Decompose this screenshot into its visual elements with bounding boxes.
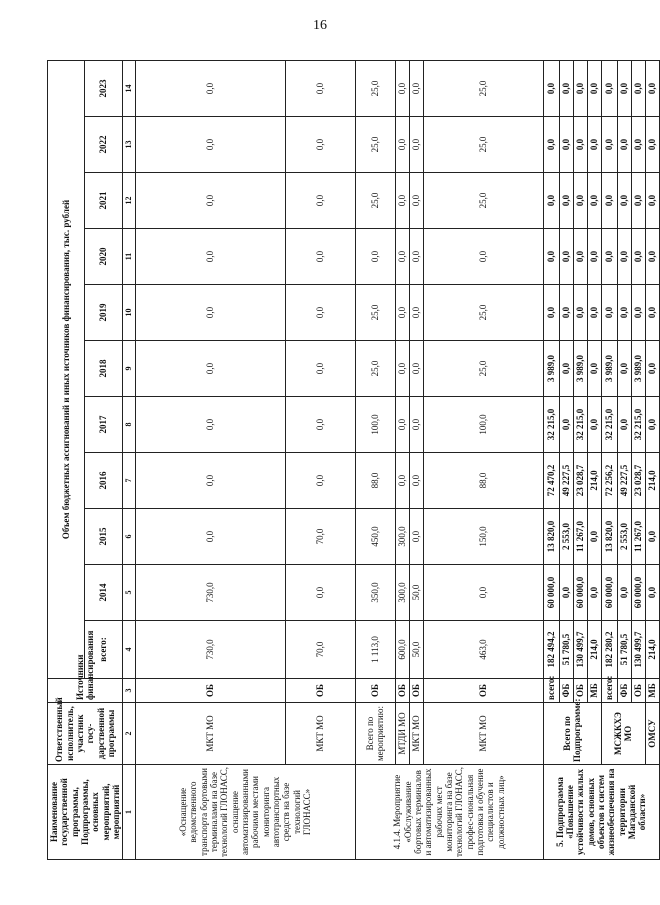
- header-name: Наименование государственной программы, Подпрограммы, основных мероприятий, мероприятий: [48, 765, 123, 860]
- row-source: всего:: [601, 679, 617, 703]
- value-cell: 0,0: [587, 229, 601, 285]
- value-cell: 3 989,0: [573, 341, 587, 397]
- row-source: ОБ: [285, 679, 355, 703]
- value-cell: 0,0: [409, 509, 423, 565]
- table-row: [395, 61, 409, 860]
- row-name: «Оснащение ведомственного транспорта бортовыми терминалами на базе технологий ГЛОНАСС, оснащение автоматизированными рабочими местами мониторинга автотранспортных средств на базе технологий ГЛОНАСС»: [135, 765, 355, 860]
- value-cell: 51 780,5: [617, 621, 631, 679]
- table-row: [285, 61, 355, 860]
- page-number: 16: [313, 18, 327, 33]
- value-cell: 25,0: [355, 117, 395, 173]
- header-executor: Ответственный исполнитель, участник госу-дарственной программы: [48, 703, 123, 765]
- value-cell: 463,0: [423, 621, 543, 679]
- row-executor: ОМСУ: [645, 703, 659, 765]
- value-cell: 0,0: [617, 229, 631, 285]
- index-cell: 14: [123, 61, 135, 117]
- value-cell: 0,0: [285, 341, 355, 397]
- table-row: [355, 61, 395, 860]
- header-year: 2015: [84, 509, 123, 565]
- row-source: ОБ: [135, 679, 285, 703]
- value-cell: 0,0: [559, 173, 573, 229]
- table-row: [135, 61, 285, 860]
- table-row: [543, 61, 559, 860]
- value-cell: 0,0: [617, 285, 631, 341]
- value-cell: 0,0: [285, 173, 355, 229]
- value-cell: 0,0: [631, 285, 645, 341]
- rotated-table-container: [47, 60, 657, 860]
- value-cell: 0,0: [135, 61, 285, 117]
- value-cell: 0,0: [409, 285, 423, 341]
- value-cell: 300,0: [395, 509, 409, 565]
- row-source: ФБ: [617, 679, 631, 703]
- value-cell: 214,0: [587, 453, 601, 509]
- value-cell: 0,0: [573, 229, 587, 285]
- value-cell: 0,0: [355, 229, 395, 285]
- value-cell: 0,0: [409, 453, 423, 509]
- row-executor: МТДИ МО: [395, 703, 409, 765]
- value-cell: 0,0: [573, 61, 587, 117]
- value-cell: 0,0: [645, 509, 659, 565]
- value-cell: 0,0: [543, 117, 559, 173]
- value-cell: 0,0: [285, 453, 355, 509]
- value-cell: 0,0: [601, 173, 617, 229]
- value-cell: 0,0: [423, 565, 543, 621]
- index-cell: 4: [123, 621, 135, 679]
- value-cell: 0,0: [645, 173, 659, 229]
- table-row: [601, 61, 617, 860]
- value-cell: 25,0: [355, 341, 395, 397]
- value-cell: 60 000,0: [631, 565, 645, 621]
- value-cell: 450,0: [355, 509, 395, 565]
- value-cell: 0,0: [559, 229, 573, 285]
- value-cell: 0,0: [285, 565, 355, 621]
- row-executor: Всего по мероприятию:: [355, 703, 395, 765]
- row-source: МБ: [587, 679, 601, 703]
- value-cell: 0,0: [559, 397, 573, 453]
- index-cell: 1: [123, 765, 135, 860]
- value-cell: 214,0: [645, 453, 659, 509]
- value-cell: 3 989,0: [601, 341, 617, 397]
- header-total: всего:: [84, 621, 123, 679]
- value-cell: 0,0: [645, 229, 659, 285]
- value-cell: 300,0: [395, 565, 409, 621]
- value-cell: 0,0: [395, 173, 409, 229]
- value-cell: 0,0: [285, 229, 355, 285]
- value-cell: 0,0: [543, 285, 559, 341]
- value-cell: 0,0: [559, 61, 573, 117]
- row-executor: МКТ МО: [423, 703, 543, 765]
- value-cell: 25,0: [423, 285, 543, 341]
- table-row: [409, 61, 423, 860]
- row-executor: МКТ МО: [409, 703, 423, 765]
- value-cell: 0,0: [645, 117, 659, 173]
- value-cell: 49 227,5: [559, 453, 573, 509]
- value-cell: 0,0: [395, 117, 409, 173]
- value-cell: 25,0: [355, 173, 395, 229]
- value-cell: 150,0: [423, 509, 543, 565]
- row-executor: МСЖКХЭ МО: [601, 703, 645, 765]
- header-year: 2018: [84, 341, 123, 397]
- value-cell: 25,0: [423, 117, 543, 173]
- value-cell: 0,0: [645, 397, 659, 453]
- value-cell: 0,0: [559, 285, 573, 341]
- value-cell: 25,0: [355, 285, 395, 341]
- value-cell: 0,0: [395, 341, 409, 397]
- value-cell: 23 028,7: [631, 453, 645, 509]
- value-cell: 3 989,0: [543, 341, 559, 397]
- value-cell: 214,0: [587, 621, 601, 679]
- value-cell: 0,0: [617, 565, 631, 621]
- value-cell: 13 820,0: [601, 509, 617, 565]
- header-year: 2014: [84, 565, 123, 621]
- value-cell: 0,0: [601, 117, 617, 173]
- value-cell: 72 470,2: [543, 453, 559, 509]
- value-cell: 0,0: [395, 285, 409, 341]
- value-cell: 25,0: [355, 61, 395, 117]
- value-cell: 182 494,2: [543, 621, 559, 679]
- value-cell: 50,0: [409, 565, 423, 621]
- header-year: 2020: [84, 229, 123, 285]
- value-cell: 0,0: [395, 397, 409, 453]
- value-cell: 0,0: [135, 173, 285, 229]
- value-cell: 23 028,7: [573, 453, 587, 509]
- value-cell: 0,0: [617, 61, 631, 117]
- value-cell: 0,0: [285, 117, 355, 173]
- value-cell: 0,0: [587, 565, 601, 621]
- value-cell: 2 553,0: [559, 509, 573, 565]
- row-source: ОБ: [355, 679, 395, 703]
- value-cell: 0,0: [587, 341, 601, 397]
- value-cell: 49 227,5: [617, 453, 631, 509]
- index-cell: 10: [123, 285, 135, 341]
- value-cell: 0,0: [559, 117, 573, 173]
- index-cell: 5: [123, 565, 135, 621]
- value-cell: 0,0: [631, 117, 645, 173]
- value-cell: 214,0: [645, 621, 659, 679]
- value-cell: 0,0: [285, 61, 355, 117]
- value-cell: 0,0: [395, 453, 409, 509]
- value-cell: 0,0: [285, 397, 355, 453]
- value-cell: 0,0: [631, 173, 645, 229]
- row-source: всего:: [543, 679, 559, 703]
- value-cell: 0,0: [559, 341, 573, 397]
- value-cell: 0,0: [135, 509, 285, 565]
- value-cell: 0,0: [395, 229, 409, 285]
- value-cell: 0,0: [601, 61, 617, 117]
- value-cell: 0,0: [631, 229, 645, 285]
- index-cell: 3: [123, 679, 135, 703]
- value-cell: 25,0: [423, 341, 543, 397]
- row-source: ОБ: [631, 679, 645, 703]
- header-year: 2017: [84, 397, 123, 453]
- row-executor: МКТ МО: [285, 703, 355, 765]
- value-cell: 13 820,0: [543, 509, 559, 565]
- value-cell: 2 553,0: [617, 509, 631, 565]
- value-cell: 0,0: [409, 173, 423, 229]
- index-cell: 6: [123, 509, 135, 565]
- row-executor: Всего по Подпрограмме:: [543, 703, 601, 765]
- value-cell: 3 989,0: [631, 341, 645, 397]
- header-year: 2023: [84, 61, 123, 117]
- funding-table: [47, 60, 660, 860]
- index-cell: 12: [123, 173, 135, 229]
- value-cell: 0,0: [409, 341, 423, 397]
- value-cell: 0,0: [409, 397, 423, 453]
- header-year: 2016: [84, 453, 123, 509]
- header-funding: Объем бюджетных ассигнований и иных источников финансирования, тыс. рублей: [48, 61, 85, 679]
- index-cell: 9: [123, 341, 135, 397]
- value-cell: 0,0: [587, 117, 601, 173]
- row-name: 4.1.4. Мероприятие «Обслуживание бортовых терминалов и автоматизированных рабочих мест мониторинга на базе технологий ГЛОНАСС, профес-сиональная подготовка и обучение специалистов и должностных лиц»: [355, 765, 543, 860]
- value-cell: 0,0: [423, 229, 543, 285]
- index-cell: 11: [123, 229, 135, 285]
- value-cell: 11 267,0: [573, 509, 587, 565]
- value-cell: 730,0: [135, 565, 285, 621]
- value-cell: 0,0: [645, 285, 659, 341]
- index-cell: 2: [123, 703, 135, 765]
- index-cell: 13: [123, 117, 135, 173]
- value-cell: 0,0: [135, 117, 285, 173]
- row-source: ОБ: [395, 679, 409, 703]
- value-cell: 32 215,0: [601, 397, 617, 453]
- value-cell: 0,0: [135, 453, 285, 509]
- value-cell: 60 000,0: [543, 565, 559, 621]
- value-cell: 60 000,0: [601, 565, 617, 621]
- value-cell: 32 215,0: [543, 397, 559, 453]
- value-cell: 0,0: [135, 397, 285, 453]
- value-cell: 730,0: [135, 621, 285, 679]
- value-cell: 182 280,2: [601, 621, 617, 679]
- value-cell: 0,0: [395, 61, 409, 117]
- header-year: 2019: [84, 285, 123, 341]
- row-source: ОБ: [573, 679, 587, 703]
- value-cell: 100,0: [423, 397, 543, 453]
- value-cell: 60 000,0: [573, 565, 587, 621]
- value-cell: 32 215,0: [573, 397, 587, 453]
- value-cell: 350,0: [355, 565, 395, 621]
- value-cell: 0,0: [135, 341, 285, 397]
- value-cell: 0,0: [543, 173, 559, 229]
- value-cell: 32 215,0: [631, 397, 645, 453]
- header-year: 2022: [84, 117, 123, 173]
- index-cell: 7: [123, 453, 135, 509]
- value-cell: 130 499,7: [573, 621, 587, 679]
- value-cell: 0,0: [645, 61, 659, 117]
- value-cell: 51 780,5: [559, 621, 573, 679]
- value-cell: 0,0: [587, 397, 601, 453]
- value-cell: 0,0: [601, 229, 617, 285]
- row-source: МБ: [645, 679, 659, 703]
- value-cell: 0,0: [573, 117, 587, 173]
- value-cell: 0,0: [135, 285, 285, 341]
- value-cell: 600,0: [395, 621, 409, 679]
- table-row: [645, 61, 659, 860]
- value-cell: 0,0: [573, 173, 587, 229]
- value-cell: 0,0: [587, 509, 601, 565]
- value-cell: 1 113,0: [355, 621, 395, 679]
- value-cell: 11 267,0: [631, 509, 645, 565]
- value-cell: 0,0: [617, 397, 631, 453]
- value-cell: 72 256,2: [601, 453, 617, 509]
- value-cell: 0,0: [617, 173, 631, 229]
- header-source: Источники финансирования: [48, 679, 123, 703]
- value-cell: 0,0: [587, 285, 601, 341]
- value-cell: 88,0: [423, 453, 543, 509]
- value-cell: 0,0: [285, 285, 355, 341]
- value-cell: 70,0: [285, 621, 355, 679]
- value-cell: 0,0: [135, 229, 285, 285]
- row-executor: МКТ МО: [135, 703, 285, 765]
- value-cell: 0,0: [645, 565, 659, 621]
- table-row: [423, 61, 543, 860]
- value-cell: 0,0: [645, 341, 659, 397]
- value-cell: 50,0: [409, 621, 423, 679]
- value-cell: 0,0: [617, 341, 631, 397]
- value-cell: 0,0: [409, 117, 423, 173]
- value-cell: 0,0: [559, 565, 573, 621]
- value-cell: 0,0: [631, 61, 645, 117]
- value-cell: 25,0: [423, 173, 543, 229]
- value-cell: 0,0: [543, 61, 559, 117]
- value-cell: 0,0: [409, 61, 423, 117]
- value-cell: 0,0: [587, 173, 601, 229]
- row-source: ОБ: [409, 679, 423, 703]
- row-source: ФБ: [559, 679, 573, 703]
- value-cell: 0,0: [543, 229, 559, 285]
- value-cell: 0,0: [617, 117, 631, 173]
- value-cell: 130 499,7: [631, 621, 645, 679]
- row-source: ОБ: [423, 679, 543, 703]
- value-cell: 25,0: [423, 61, 543, 117]
- index-cell: 8: [123, 397, 135, 453]
- value-cell: 70,0: [285, 509, 355, 565]
- value-cell: 88,0: [355, 453, 395, 509]
- value-cell: 0,0: [587, 61, 601, 117]
- value-cell: 0,0: [601, 285, 617, 341]
- value-cell: 0,0: [409, 229, 423, 285]
- value-cell: 0,0: [573, 285, 587, 341]
- header-year: 2021: [84, 173, 123, 229]
- value-cell: 100,0: [355, 397, 395, 453]
- row-name: 5. Подпрограмма «Повышение устойчивости жилых домов, основных объектов и систем жизнеобеспечения на территории Магаданской области»: [543, 765, 659, 860]
